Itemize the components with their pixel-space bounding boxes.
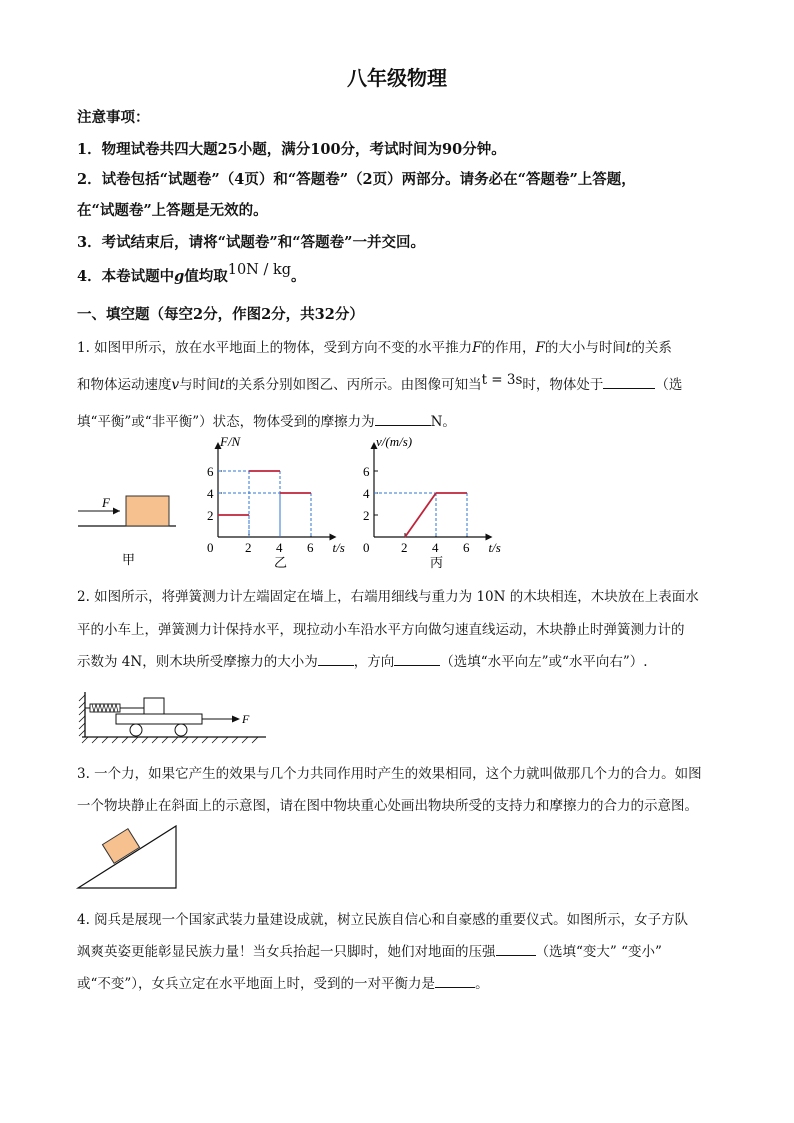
q4-line-1: 4. 阅兵是展现一个国家武装力量建设成就，树立民族自信心和自豪感的重要仪式。如图所示，女子方队 xyxy=(77,912,689,928)
caption-jia: 甲 xyxy=(122,552,136,567)
x-tick-label: 2 xyxy=(401,540,408,555)
q4-blank-2[interactable] xyxy=(435,975,475,988)
notes-heading: 注意事项： xyxy=(77,109,150,126)
data-segment xyxy=(405,493,436,537)
figure-q3-incline xyxy=(76,822,181,892)
note-item-4: 4．本卷试题中g值均取10N / kg。 xyxy=(77,262,306,285)
y-tick-label: 4 xyxy=(363,486,370,501)
q2-line-3: 示数为 4N，则木块所受摩擦力的大小为 ，方向 （选填“水平向左”或“水平向右”）. xyxy=(77,654,648,670)
origin-label: 0 xyxy=(207,540,214,555)
q1-blank-1[interactable] xyxy=(603,376,655,389)
q1-line-3: 填“平衡”或“非平衡”）状态，物体受到的摩擦力为 N。 xyxy=(77,414,456,430)
x-tick-label: 4 xyxy=(432,540,439,555)
block xyxy=(126,496,169,526)
x-tick-label: 6 xyxy=(463,540,470,555)
pull-force-label: F xyxy=(242,712,250,726)
x-tick-label: 4 xyxy=(276,540,283,555)
wall-hatch xyxy=(79,695,85,736)
y-tick-label: 2 xyxy=(207,508,214,523)
y-tick-label: 6 xyxy=(363,464,370,479)
wooden-block xyxy=(144,698,164,714)
cart-wheel-right xyxy=(175,724,187,736)
x-tick-label: 2 xyxy=(245,540,252,555)
chart-bing xyxy=(362,434,512,570)
y-axis-label: v/(m/s) xyxy=(376,434,413,449)
note-item-2a: 2．试卷包括“试题卷”（4页）和“答题卷”（2页）两部分。请务必在“答题卷”上答题， xyxy=(77,171,636,188)
q1-line-1: 1. 如图甲所示，放在水平地面上的物体，受到方向不变的水平推力F的作用，F的大小与时间t的关系 xyxy=(77,340,672,356)
pull-arrow-head xyxy=(232,716,240,723)
figure-q2 xyxy=(76,690,276,745)
q2-blank-2[interactable] xyxy=(394,653,440,666)
q2-line-2: 平的小车上，弹簧测力计保持水平，现拉动小车沿水平方向做匀速直线运动，木块静止时弹簧测力计的 xyxy=(77,622,685,638)
q1-blank-2[interactable] xyxy=(375,413,431,426)
x-tick-label: 6 xyxy=(307,540,314,555)
q3-line-2: 一个物块静止在斜面上的示意图，请在图中物块重心处画出物块所受的支持力和摩擦力的合力的示意图。 xyxy=(77,798,698,814)
q4-blank-1[interactable] xyxy=(496,943,536,956)
floor-hatch xyxy=(82,737,258,743)
note-item-2b: 在“试题卷”上答题是无效的。 xyxy=(77,202,268,219)
x-axis-label: t/s xyxy=(332,540,345,555)
note-item-1: 1．物理试卷共四大题25小题，满分100分，考试时间为90分钟。 xyxy=(77,141,506,158)
q1-line-2: 和物体运动速度v与时间t的关系分别如图乙、丙所示。由图像可知当t = 3s时，物体处于 （选 xyxy=(77,372,683,393)
q4-line-3: 或“不变”），女兵立定在水平地面上时，受到的一对平衡力是 。 xyxy=(77,976,489,992)
page-title: 八年级物理 xyxy=(347,66,447,90)
y-tick-label: 6 xyxy=(207,464,214,479)
y-tick-label: 4 xyxy=(207,486,214,501)
note-item-3: 3．考试结束后，请将“试题卷”和“答题卷”一并交回。 xyxy=(77,234,425,251)
cart xyxy=(116,714,202,724)
y-tick-label: 2 xyxy=(363,508,370,523)
chart-caption: 乙 xyxy=(274,555,288,570)
chart-yi xyxy=(206,434,356,570)
x-axis-label: t/s xyxy=(488,540,501,555)
section-1-heading: 一、填空题（每空2分，作图2分，共32分） xyxy=(77,306,364,323)
figure-jia xyxy=(76,488,186,573)
q4-line-2: 飒爽英姿更能彰显民族力量！当女兵抬起一只脚时，她们对地面的压强 （选填“变大” “变小” xyxy=(77,944,662,960)
origin-label: 0 xyxy=(363,540,370,555)
chart-caption: 丙 xyxy=(430,555,444,570)
cart-wheel-left xyxy=(130,724,142,736)
q2-blank-1[interactable] xyxy=(318,653,354,666)
force-arrow-head xyxy=(113,508,120,515)
force-label: F xyxy=(102,495,110,510)
y-axis-label: F/N xyxy=(220,434,241,449)
q3-line-1: 3. 一个力，如果它产生的效果与几个力共同作用时产生的效果相同，这个力就叫做那几个力的合力。如图 xyxy=(77,766,702,782)
q2-line-1: 2. 如图所示，将弹簧测力计左端固定在墙上，右端用细线与重力为 10N 的木块相连，木块放在上表面水 xyxy=(77,589,699,605)
